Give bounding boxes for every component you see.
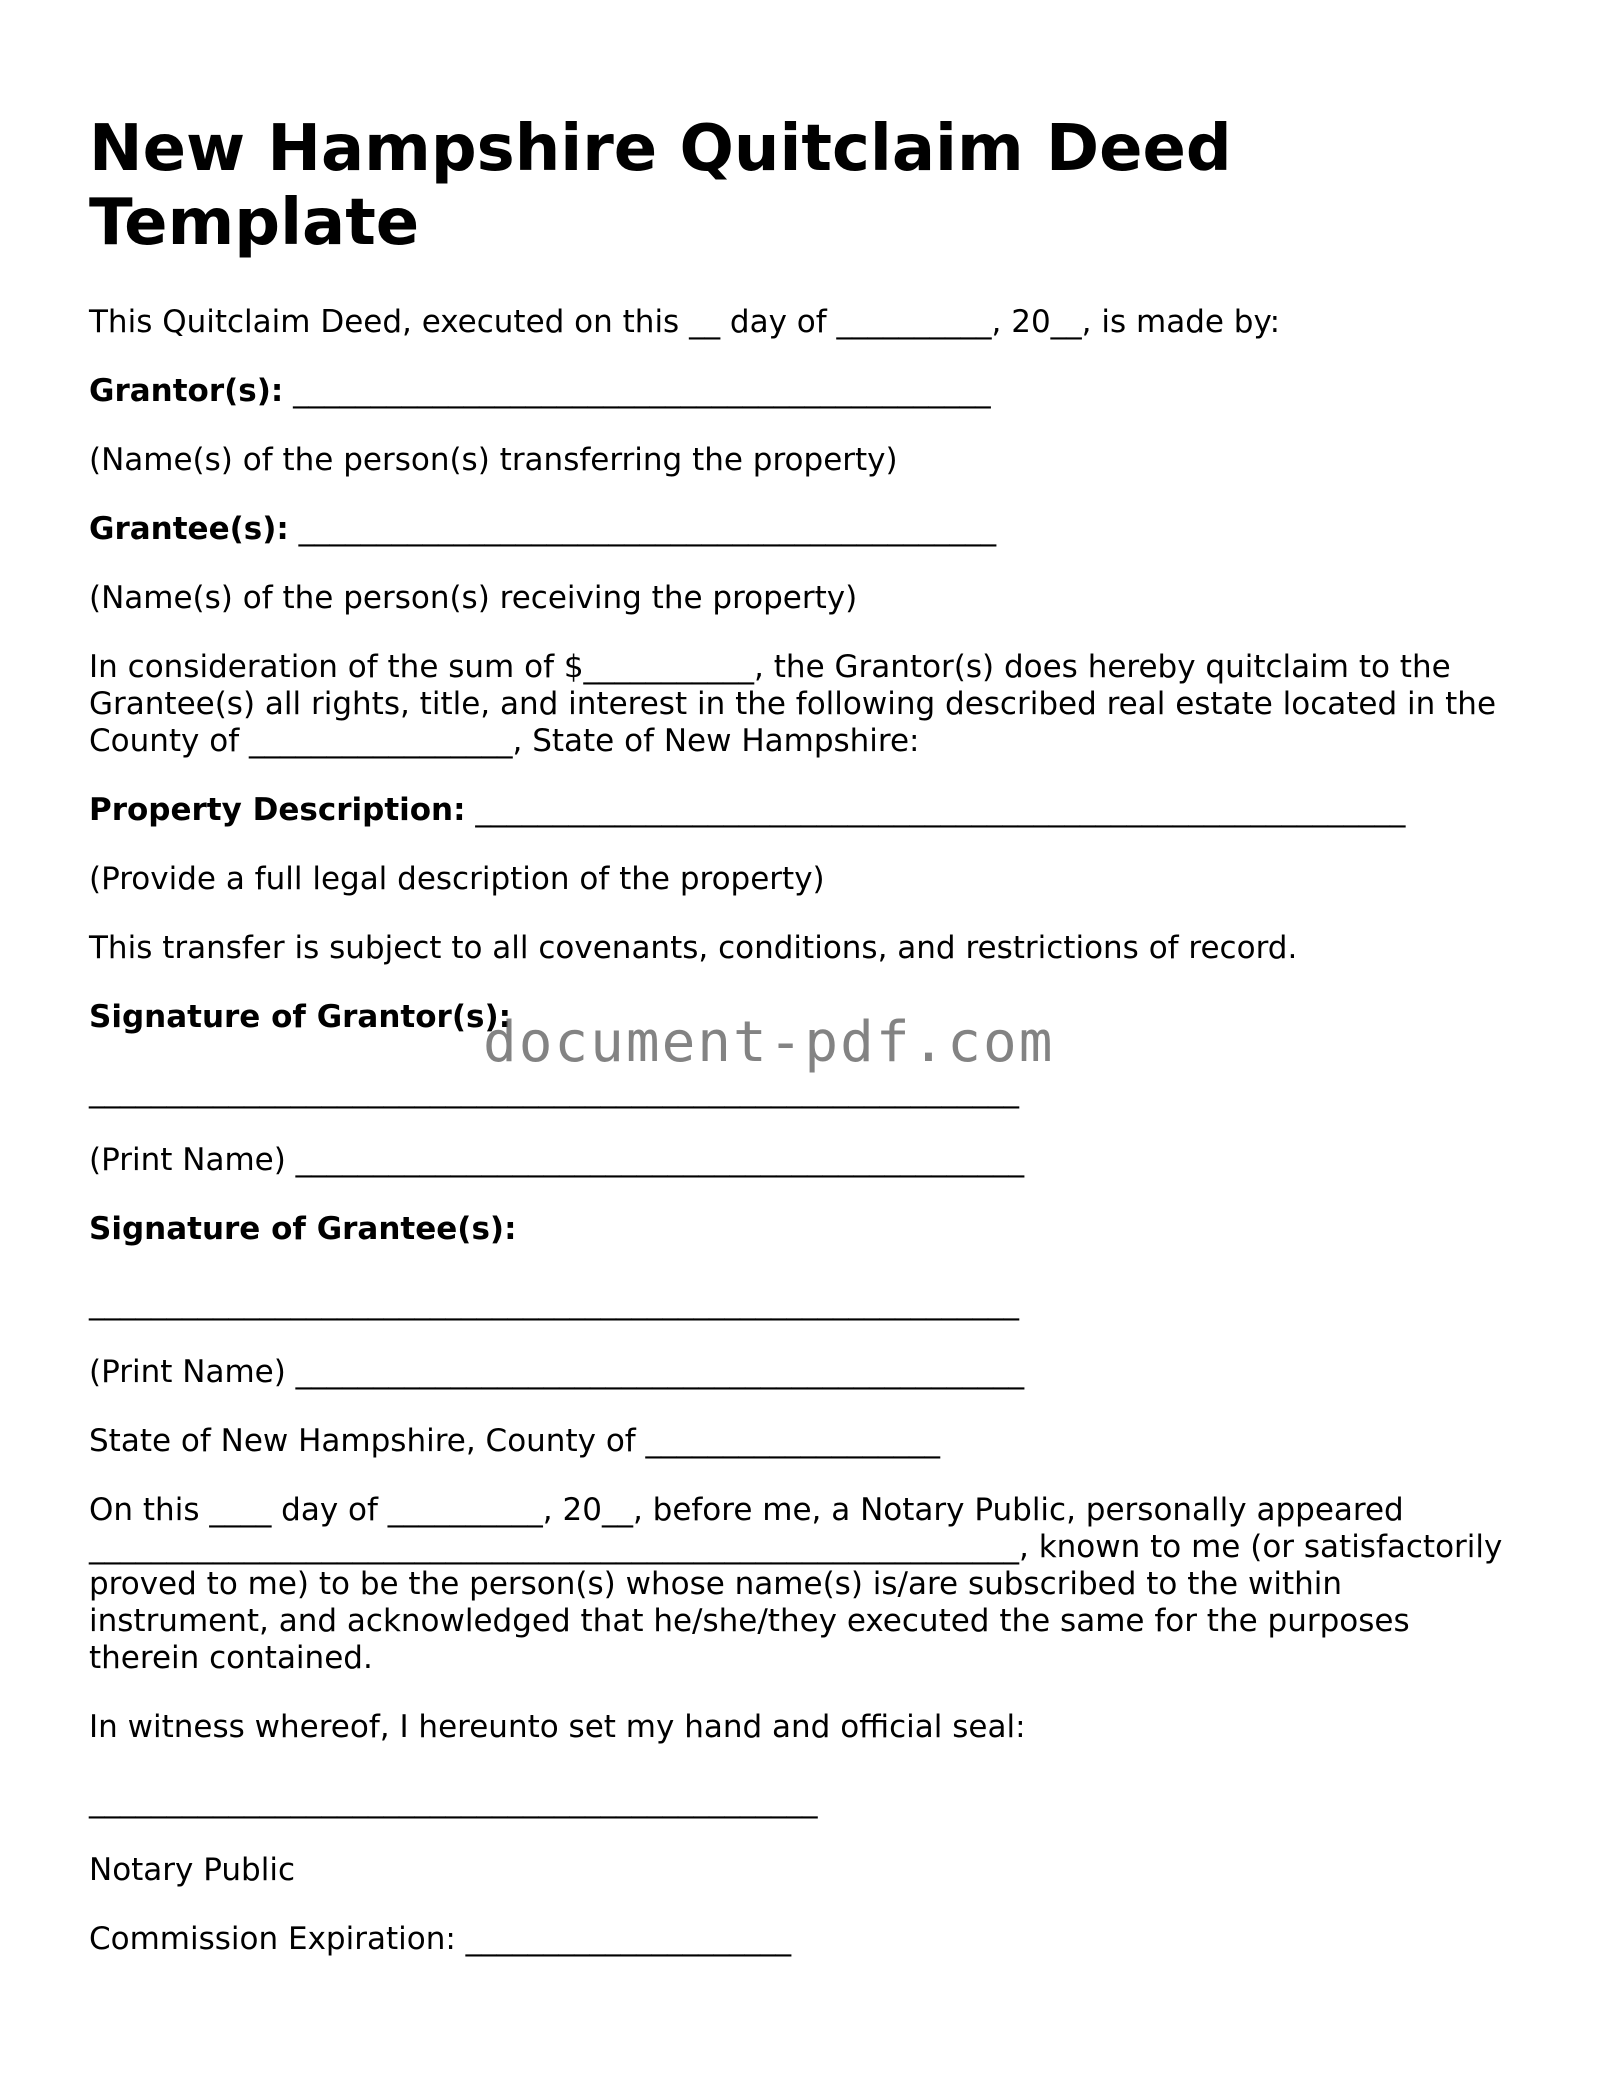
- grantee-field: [89, 511, 1529, 548]
- witness-text: In witness whereof, I hereunto set my hand and official seal:: [89, 1709, 1026, 1745]
- grantee-blank: _____________________________________________: [288, 511, 997, 547]
- state-county-text: State of New Hampshire, County of ___________________: [89, 1423, 941, 1459]
- grantee-label: Grantee(s):: [89, 511, 289, 547]
- commission-expiration: Commission Expiration: _____________________: [89, 1921, 792, 1957]
- acknowledgment-text: On this ____ day of __________, 20__, before me, a Notary Public, personally appeared ____________________________________________________________, known to me (or satisfactorily proved to me) to be the person(s) whose name(s) is/are subscribed to the within instrument, and acknowledged that he/she/they executed the same for the purposes therein contained.: [89, 1492, 1513, 1676]
- grantor-blank: _____________________________________________: [283, 373, 991, 409]
- grantor-note: (Name(s) of the person(s) transferring the property): [89, 442, 898, 478]
- notary-signature-line: _______________________________________________: [89, 1783, 818, 1819]
- intro-text: This Quitclaim Deed, executed on this __ day of __________, 20__, is made by:: [89, 304, 1281, 340]
- grantor-label: Grantor(s):: [89, 373, 284, 409]
- grantor-field: [89, 373, 1529, 410]
- notary-label: Notary Public: [89, 1852, 295, 1888]
- consideration-text: In consideration of the sum of $___________, the Grantor(s) does hereby quitclaim to the Grantee(s) all rights, title, and interest in the following described real estate located in the County of _________________, State of New Hampshire:: [89, 649, 1506, 759]
- watermark: document-pdf.com: [483, 1010, 1055, 1075]
- grantee-signature-line: ____________________________________________________________: [89, 1285, 1019, 1321]
- page-title: New Hampshire Quitclaim Deed Template: [89, 112, 1232, 260]
- subject-text: This transfer is subject to all covenants, conditions, and restrictions of record.: [89, 930, 1298, 966]
- grantee-signature-label: Signature of Grantee(s):: [89, 1211, 517, 1247]
- property-label: Property Description:: [89, 792, 466, 828]
- grantor-signature-label: Signature of Grantor(s):: [89, 999, 512, 1035]
- property-note: (Provide a full legal description of the property): [89, 861, 825, 897]
- property-field: [89, 792, 1529, 829]
- grantor-signature-line: ____________________________________________________________: [89, 1073, 1019, 1109]
- grantor-print-name: (Print Name) _______________________________________________: [89, 1142, 1025, 1178]
- property-blank: ____________________________________________________________: [465, 792, 1406, 828]
- grantee-note: (Name(s) of the person(s) receiving the property): [89, 580, 858, 616]
- grantee-print-name: (Print Name) _______________________________________________: [89, 1354, 1025, 1390]
